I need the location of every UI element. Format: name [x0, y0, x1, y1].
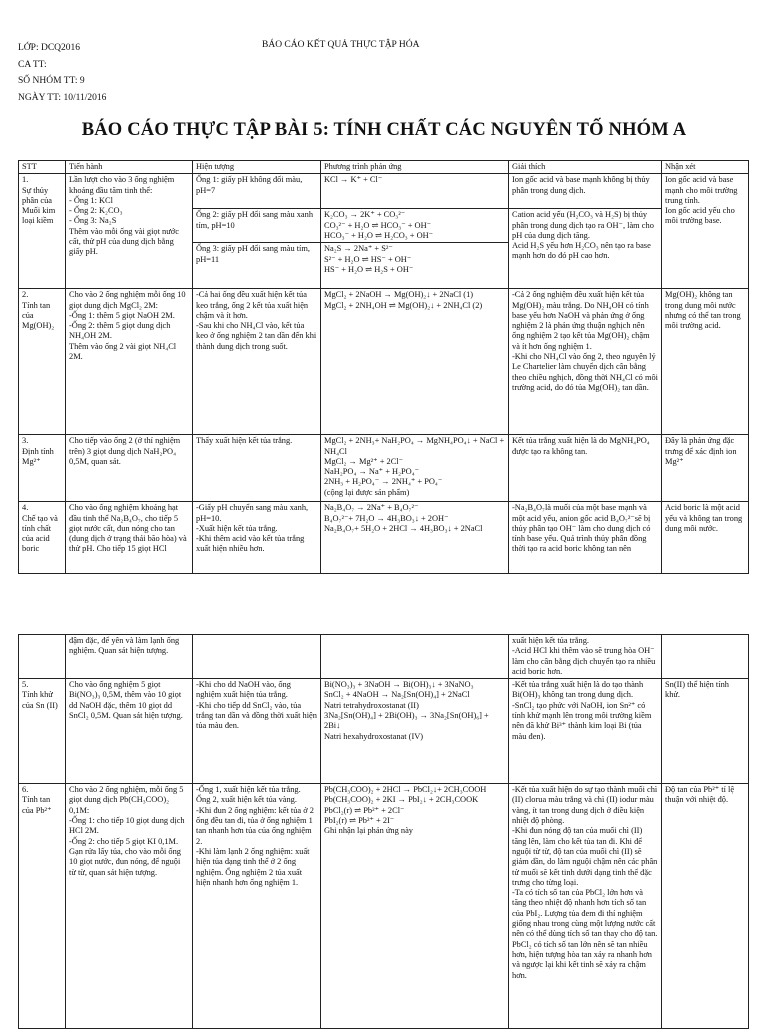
cell-text-line: Độ tan của Pb²⁺ tỉ lệ thuận với nhiệt độ. [665, 785, 735, 805]
cell-text-line: Na₂S → 2Na⁺ + S²⁻ [324, 244, 393, 254]
cell-text-line: -Kết tủa trắng xuất hiện là do tạo thành Bi(OH)₃ không tan trong dung dịch. [512, 680, 644, 700]
cell-text-line: MgCl₂ + 2NH₃+ NaH₂PO₄ → MgNH₄PO₄↓ + NaCl + NH₄Cl [324, 436, 505, 456]
cell-text-line: Sn(II) thể hiện tính khử. [665, 680, 729, 700]
cell-text-line: Na₂B₄O₇ → 2Na⁺ + B₄O₇²⁻ [324, 503, 419, 513]
cell-text-line: Đây là phản ứng đặc trưng để xác định ion Mg²⁺ [665, 436, 737, 466]
cell-text-line: Bi(NO₃)₃ + 3NaOH → Bi(OH)₃↓ + 3NaNO₃ [324, 680, 474, 690]
cell-procedure [66, 784, 193, 1029]
cell-stt [19, 784, 66, 1029]
report-meta [18, 40, 106, 106]
cell-text-line: Thấy xuất hiện kết tủa trắng. [196, 436, 293, 446]
cell-equation [321, 243, 509, 289]
cell-text-line: Tính tan của Pb²⁺ [22, 795, 52, 815]
col-header-remark: Nhận xét [662, 161, 749, 174]
col-header-explanation: Giải thích [509, 161, 662, 174]
cell-explanation [509, 435, 662, 502]
cell-text-line: SnCl₂ + 4NaOH → Na₂[Sn(OH)₄] + 2NaCl [324, 690, 470, 700]
cell-text-line: Natri hexahydroxostanat (IV) [324, 731, 424, 741]
table-row [19, 502, 749, 574]
cell-text-line: CO₃²⁻ + H₂O ⇌ HCO₃⁻ + OH⁻ [324, 220, 432, 230]
cell-text-line: -Khi đun nóng độ tan của muối chì (II) tăng lên, làm cho kết tủa tan đi. Khi để nguội từ từ, độ tan của muối chì (II) sẽ giảm dần, do làm nguội chậm nên các phân tử muối sẽ kết tinh dưới dạng tinh thể đặc trưng cho từng loại. [512, 826, 658, 887]
cell-procedure [66, 435, 193, 502]
cell-text-line: 3. [22, 436, 29, 446]
cell-text-line: -Ống 2: cho tiếp 5 giọt KI 0,1M. [69, 836, 179, 846]
cell-text-line: -SnCl₂ tạo phức với NaOH, ion Sn²⁺ có tính khử mạnh lên trong môi trường kiềm nên đã khử Bi³⁺ thành kim loại Bi (tủa màu đen). [512, 700, 652, 741]
cell-text-line: MgCl₂ + 2NaOH → Mg(OH)₂↓ + 2NaCl (1) [324, 290, 474, 300]
cell-text-line: K₂CO₃ → 2K⁺ + CO₃²⁻ [324, 210, 406, 220]
cell-explanation [509, 174, 662, 209]
cell-phenomenon [193, 784, 321, 1029]
cell-phenomenon [193, 635, 321, 679]
cell-text-line: Cho vào ống nghiệm 5 giọt Bi(NO₃)₃ 0,5M, thêm vào 10 giọt dd NaOH đặc, thêm 10 giọt dd SnCl₂ 0,5M. Quan sát hiện tượng. [69, 680, 183, 721]
cell-phenomenon [193, 679, 321, 784]
cell-text-line: đậm đặc, để yên và làm lạnh ống nghiệm. Quan sát hiện tượng. [69, 636, 180, 656]
cell-text-line: PbI₂(r) ⇌ Pb²⁺ + 2I⁻ [324, 816, 395, 826]
cell-text-line: - Ống 2: K₂CO₃ [69, 206, 123, 216]
cell-text-line: Cho vào 2 ống nghiệm mỗi ống 10 giọt dung dịch MgCl₂ 2M: [69, 290, 186, 310]
cell-stt [19, 502, 66, 574]
cell-equation [321, 784, 509, 1029]
cell-equation [321, 289, 509, 435]
table-row [19, 679, 749, 784]
cell-text-line: (cộng lại được sản phẩm) [324, 487, 410, 497]
cell-text-line: Chế tạo và tính chất của acid boric [22, 513, 58, 554]
cell-remark [662, 679, 749, 784]
cell-text-line: Pb(CH₃COO)₂ + 2KI → PbI₂↓ + 2CH₃COOK [324, 795, 479, 805]
cell-remark [662, 435, 749, 502]
cell-equation [321, 502, 509, 574]
cell-text-line: Mg(OH)₂ không tan trong dung môi nước nhưng có thể tan trong môi trường acid. [665, 290, 741, 331]
cell-procedure [66, 502, 193, 574]
cell-phenomenon [193, 289, 321, 435]
cell-text-line: 1. [22, 175, 29, 185]
cell-text-line: -Xuất hiện kết tủa trắng. [196, 523, 278, 533]
cell-text-line: 5. [22, 680, 29, 690]
cell-text-line: Tính tan của Mg(OH)₂ [22, 300, 55, 331]
cell-equation [321, 679, 509, 784]
cell-phenomenon [193, 435, 321, 502]
cell-text-line: Sự thủy phân của Muối kim loại kiềm [22, 185, 56, 226]
cell-text-line: -Khi cho tiếp dd SnCl₂ vào, tủa trắng tan dần và đồng thời xuất hiện tủa màu đen. [196, 700, 317, 731]
cell-text-line: Thêm vào ống 2 vài giọt NH₄Cl 2M. [69, 341, 177, 362]
cell-text-line: -Ống 1: thêm 5 giọt NaOH 2M. [69, 310, 175, 320]
cell-text-line: Ion gốc acid yếu cho môi trường base. [665, 206, 735, 226]
cell-explanation [509, 635, 662, 679]
cell-equation [321, 635, 509, 679]
cell-explanation [509, 289, 662, 435]
cell-text-line: -Ta có tích số tan của PbCl₂ lớn hơn và tăng theo nhiệt độ nhanh hơn tích số tan của PbI₂. Lượng tủa đem đi thí nghiệm giống nhau trong cùng một lượng nước cất nên có thể dùng tích số tan thay cho độ tan. PbCl₂ có tích số tan lớn nên sẽ tan nhiều hơn, hiện tượng hòa tan xảy ra nhanh hơn và ngược lại khi kết tinh sẽ xảy ra chậm hơn. [512, 888, 658, 980]
cell-text-line: 2. [22, 290, 29, 300]
col-header-procedure: Tiến hành [66, 161, 193, 174]
cell-text-line: -Khi cho dd NaOH vào, ống nghiệm xuất hiện tủa trắng. [196, 680, 291, 700]
cell-text-line: -Khi cho NH₄Cl vào ống 2, theo nguyên lý Le Chartelier làm chuyển dịch cân bằng theo chiều nghịch, đồng thời NH₄Cl có môi trường acid, do đó tủa Mg(OH)₂ tan dần. [512, 352, 658, 392]
cell-text-line: 2NH₃ + H₂PO₄⁻ → 2NH₄⁺ + PO₄⁻ [324, 477, 443, 487]
cell-stt [19, 435, 66, 502]
cell-text-line: Cation acid yếu (H₂CO₃ và H₂S) bị thủy phân trong dung dịch tạo ra OH⁻, làm cho pH của dung dịch tăng. [512, 210, 654, 240]
cell-text-line: Kết tủa trắng xuất hiện là do MgNH₄PO₄ được tạo ra không tan. [512, 436, 650, 456]
cell-text-line: Ion gốc acid và base mạnh không bị thủy phân trong dung dịch. [512, 175, 650, 195]
cell-text-line: -Cả hai ống đều xuất hiện kết tủa keo trắng, ống 2 kết tủa xuất hiện chậm và ít hơn. [196, 290, 309, 320]
cell-text-line: -Sau khi cho NH₄Cl vào, kết tủa keo ở ống nghiệm 2 tan dần đến khi thành dung dịch trong suốt. [196, 321, 317, 351]
cell-text-line: -Acid HCl khi thêm vào sẽ trung hòa OH⁻ làm cho cân bằng dịch chuyển tạo ra nhiều acid boric hơn. [512, 646, 656, 676]
cell-explanation [509, 679, 662, 784]
cell-text-line: Cho vào ống nghiệm khoảng hạt đầu tinh thể Na₂B₄O₇, cho tiếp 5 giọt nước cất, đun nóng cho tan (dung dịch ở trạng thái bão hòa) và thử pH. Cho tiếp 15 giọt HCl [69, 503, 187, 554]
cell-remark [662, 502, 749, 574]
cell-explanation [509, 502, 662, 574]
cell-explanation [509, 784, 662, 1029]
cell-text-line: Ống 3: giấy pH đổi sang màu tím, pH=11 [196, 244, 310, 264]
cell-remark [662, 635, 749, 679]
cell-remark [662, 784, 749, 1029]
cell-text-line: Na₂B₄O₇+ 5H₂O + 2HCl → 4H₃BO₃↓ + 2NaCl [324, 523, 483, 533]
cell-text-line: Định tính Mg²⁺ [22, 446, 54, 466]
cell-text-line: 6. [22, 785, 29, 795]
cell-procedure [66, 289, 193, 435]
date-line: NGÀY TT: 10/11/2016 [18, 92, 107, 103]
cell-text-line: Ống 2: giấy pH đổi sang màu xanh tím, pH=10 [196, 210, 314, 230]
cell-text-line: - Ống 1: KCl [69, 195, 113, 205]
cell-text-line: B₄O₇²⁻+ 7H₂O → 4H₃BO₃↓ + 2OH⁻ [324, 513, 449, 523]
cell-text-line: Ống 1: giấy pH không đổi màu, pH=7 [196, 175, 303, 195]
cell-procedure [66, 174, 193, 289]
cell-text-line: -Na₂B₄O₇là muối của một base mạnh và một acid yếu, anion gốc acid B₄O₇²⁻sẽ bị thủy phân tạo OH⁻ làm cho dung dịch có tính base yếu. Quá trình thủy phân đồng thời tạo ra acid boric không tan nên [512, 503, 651, 554]
cell-phenomenon [193, 502, 321, 574]
cell-phenomenon [193, 243, 321, 289]
cell-text-line: -Khi làm lạnh 2 ống nghiệm: xuất hiện tủa dạng tinh thể ở 2 ống nghiệm. Ống nghiệm 2 tủa xuất hiện nhanh hơn ống nghiệm 1. [196, 846, 310, 887]
table-header-row [19, 161, 749, 174]
table-row [19, 435, 749, 502]
cell-text-line: NaH₂PO₄ → Na⁺ + H₂PO₄⁻ [324, 467, 420, 477]
cell-text-line: Pb(CH₃COO)₂ + 2HCl → PbCl₂↓+ 2CH₃COOH [324, 785, 487, 795]
cell-stt [19, 174, 66, 289]
results-table-part-1 [18, 160, 749, 574]
cell-text-line: -Khi đun 2 ống nghiệm: kết tủa ở 2 ống đều tan đi, tủa ở ống nghiệm 1 tan nhanh hơn tủa của ống nghiệm 2. [196, 805, 314, 846]
cell-text-line: - Ống 3: Na₂S [69, 216, 117, 226]
cell-text-line: MgCl₂ + 2NH₄OH ⇌ Mg(OH)₂↓ + 2NH₄Cl (2) [324, 300, 483, 310]
cell-text-line: Acid H₂S yếu hơn H₂CO₃ nên tạo ra base mạnh hơn do đó pH cao hơn. [512, 241, 651, 261]
cell-text-line: xuất hiện kết tủa trắng. [512, 636, 589, 645]
table-row [19, 635, 749, 679]
cell-text-line: -Ống 1, xuất hiện kết tủa trắng. Ống 2, xuất hiện kết tủa vàng. [196, 785, 301, 805]
table-row [19, 784, 749, 1029]
cell-text-line: Natri tetrahydroxostanat (II) [324, 700, 419, 710]
cell-text-line: Thêm vào mỗi ống vài giọt nước cất, thử pH của dung dịch bằng giấy pH. [69, 226, 179, 257]
report-heading: BÁO CÁO KẾT QUẢ THỰC TẬP HÓA [262, 40, 420, 50]
cell-text-line: Acid boric là một acid yếu và không tan trong dung môi nước. [665, 503, 743, 533]
cell-text-line: Ghi nhận lại phản ứng này [324, 826, 413, 836]
cell-text-line: Cho vào 2 ống nghiệm, mỗi ống 5 giọt dung dịch Pb(CH₃COO)₂ 0,1M: [69, 785, 184, 815]
table-row [19, 289, 749, 435]
cell-text-line: -Kết tủa xuất hiện do sự tạo thành muối chì (II) clorua màu trắng và chì (II) iodur màu vàng, ít tan trong dung dịch ở điều kiện nhiệt độ phòng. [512, 785, 658, 826]
cell-text-line: HCO₃⁻ + H₂O ⇌ H₂CO₃ + OH⁻ [324, 230, 434, 240]
shift-line: CA TT: [18, 59, 47, 70]
cell-phenomenon [193, 174, 321, 209]
cell-phenomenon [193, 209, 321, 243]
results-table-part-2 [18, 634, 749, 1029]
cell-equation [321, 209, 509, 243]
cell-remark [662, 174, 749, 289]
cell-text-line: Lần lượt cho vào 3 ống nghiệm khoảng đầu tăm tinh thể: [69, 175, 175, 195]
cell-text-line: 4. [22, 503, 29, 513]
cell-text-line: Tính khử của Sn (II) [22, 690, 58, 710]
cell-text-line: -Cả 2 ống nghiệm đều xuất hiện kết tủa Mg(OH)₂ màu trắng. Do NH₄OH có tính base yếu hơn NaOH và phản ứng ở ống nghiệm 2 là phản ứng thuận nghịch nên ống nghiệm 2 tạo kết tủa Mg(OH)₂ chậm và ít hơn ống nghiệm 1. [512, 290, 650, 351]
cell-text-line: -Giấy pH chuyển sang màu xanh, pH=10. [196, 503, 309, 523]
cell-text-line: HS⁻ + H₂O ⇌ H₂S + OH⁻ [324, 264, 414, 274]
cell-text-line: Gạn rửa lấy tủa, cho vào mỗi ống 10 giọt nước, đun nóng, để nguội từ từ, quan sát hiện tượng. [69, 846, 181, 877]
cell-text-line: -Ống 1: cho tiếp 10 giọt dung dịch HCl 2M. [69, 816, 185, 836]
cell-procedure [66, 635, 193, 679]
class-line: LỚP: DCQ2016 [18, 43, 81, 53]
cell-equation [321, 435, 509, 502]
cell-equation [321, 174, 509, 209]
group-line: SỐ NHÓM TT: 9 [18, 76, 85, 86]
col-header-equation: Phương trình phản ứng [321, 161, 509, 174]
cell-text-line: -Khi thêm acid vào kết tủa trắng xuất hiện nhiều hơn. [196, 534, 305, 554]
cell-text-line: -Ống 2: thêm 5 giọt dung dịch NH₄OH 2M. [69, 321, 171, 341]
cell-text-line: KCl → K⁺ + Cl⁻ [324, 175, 383, 185]
cell-stt [19, 289, 66, 435]
cell-stt [19, 635, 66, 679]
cell-text-line: Ion gốc acid và base mạnh cho môi trường trung tính. [665, 175, 738, 205]
cell-procedure [66, 679, 193, 784]
col-header-stt: STT [19, 161, 66, 174]
cell-text-line: MgCl₂ → Mg²⁺ + 2Cl⁻ [324, 456, 404, 466]
cell-explanation [509, 209, 662, 289]
page-title: BÁO CÁO THỰC TẬP BÀI 5: TÍNH CHẤT CÁC NGUYÊN TỐ NHÓM A [81, 120, 687, 140]
cell-text-line: PbCl₂(r) ⇌ Pb²⁺ + 2Cl⁻ [324, 805, 405, 815]
table-row [19, 174, 749, 209]
cell-stt [19, 679, 66, 784]
cell-text-line: Cho tiếp vào ống 2 (ở thí nghiệm trên) 3 giọt dung dịch NaH₂PO₄ 0,5M, quan sát. [69, 436, 181, 466]
col-header-phenomenon: Hiện tượng [193, 161, 321, 174]
cell-text-line: S²⁻ + H₂O ⇌ HS⁻ + OH⁻ [324, 254, 412, 264]
cell-text-line: 3Na₂[Sn(OH)₄] + 2Bi(OH)₃ → 3Na₂[Sn(OH)₆] + 2Bi↓ [324, 711, 489, 731]
cell-remark [662, 289, 749, 435]
